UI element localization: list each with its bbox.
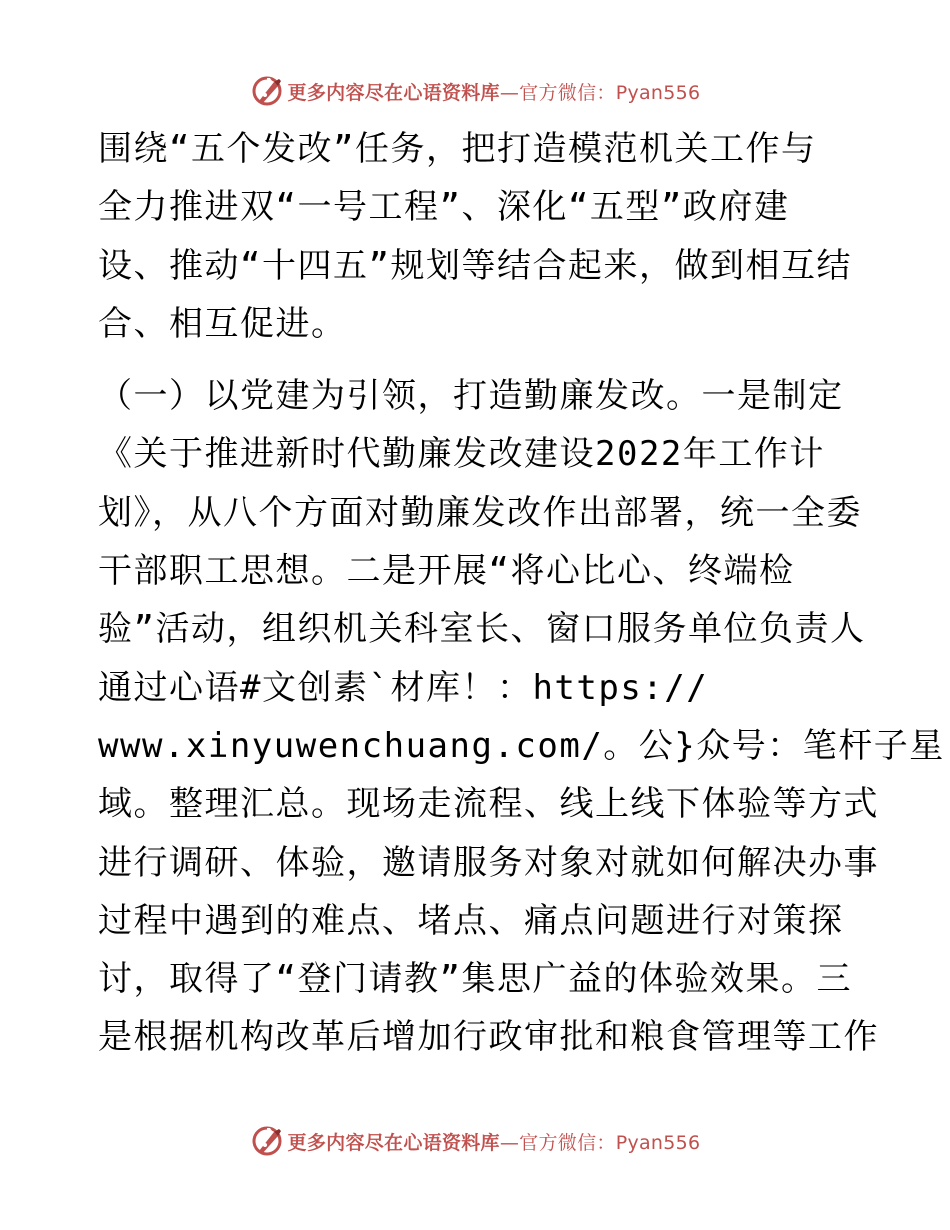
document-body	[98, 120, 945, 1067]
pen-logo-icon	[250, 1124, 284, 1158]
banner-wechat-id: Pyan556	[615, 1131, 701, 1154]
banner-text	[288, 78, 701, 105]
text-line: 过程中遇到的难点、堵点、痛点问题进行对策探	[98, 900, 844, 941]
text-line: 围绕“五个发改”任务，把打造模范机关工作与	[98, 129, 817, 169]
banner-inner	[250, 74, 701, 108]
text-line: 合、相互促进。	[98, 303, 347, 344]
pen-logo-icon	[250, 74, 284, 108]
text-line: 划》，从八个方面对勤廉发改作出部署，统一全委	[98, 492, 862, 533]
banner-official-label: 官方微信：	[519, 81, 616, 104]
banner-inner	[250, 1124, 701, 1158]
text-line: 是根据机构改革后增加行政审批和粮食管理等工作	[98, 1017, 879, 1058]
text-line: （一）以党建为引领，打造勤廉发改。一是制定	[98, 376, 844, 417]
footer-watermark-banner	[0, 1121, 950, 1161]
header-watermark-banner	[0, 71, 950, 111]
text-line: 全力推进双“一号工程”、深化“五型”政府建	[98, 187, 790, 228]
text-line: 域。整理汇总。现场走流程、线上线下体验等方式	[98, 784, 879, 825]
banner-official-label: 官方微信：	[519, 1131, 616, 1154]
banner-brand-text: 更多内容尽在心语资料库	[287, 81, 500, 104]
text-line: 设、推动“十四五”规划等结合起来，做到相互结	[98, 245, 852, 286]
banner-text	[288, 1128, 701, 1155]
text-line: 进行调研、体验，邀请服务对象对就如何解决办事	[98, 842, 879, 883]
banner-wechat-id: Pyan556	[615, 81, 701, 104]
banner-separator: —	[499, 81, 520, 104]
text-line: www.xinyuwenchuang.com/。公}众号：笔杆子星	[98, 725, 945, 766]
text-line: 干部职工思想。二是开展“将心比心、终端检	[98, 551, 795, 592]
paragraph-2	[98, 367, 945, 1067]
text-line: 验”活动，组织机关科室长、窗口服务单位负责人	[98, 609, 866, 650]
paragraph-1	[98, 120, 858, 353]
text-line: 讨，取得了“登门请教”集思广益的体验效果。三	[98, 959, 852, 1000]
paragraph-gap	[98, 353, 858, 367]
text-line: 《关于推进新时代勤廉发改建设2022年工作计	[98, 434, 825, 475]
banner-brand-text: 更多内容尽在心语资料库	[287, 1131, 500, 1154]
text-line: 通过心语#文创素`材库！：https://	[98, 667, 709, 708]
banner-separator: —	[499, 1131, 520, 1154]
